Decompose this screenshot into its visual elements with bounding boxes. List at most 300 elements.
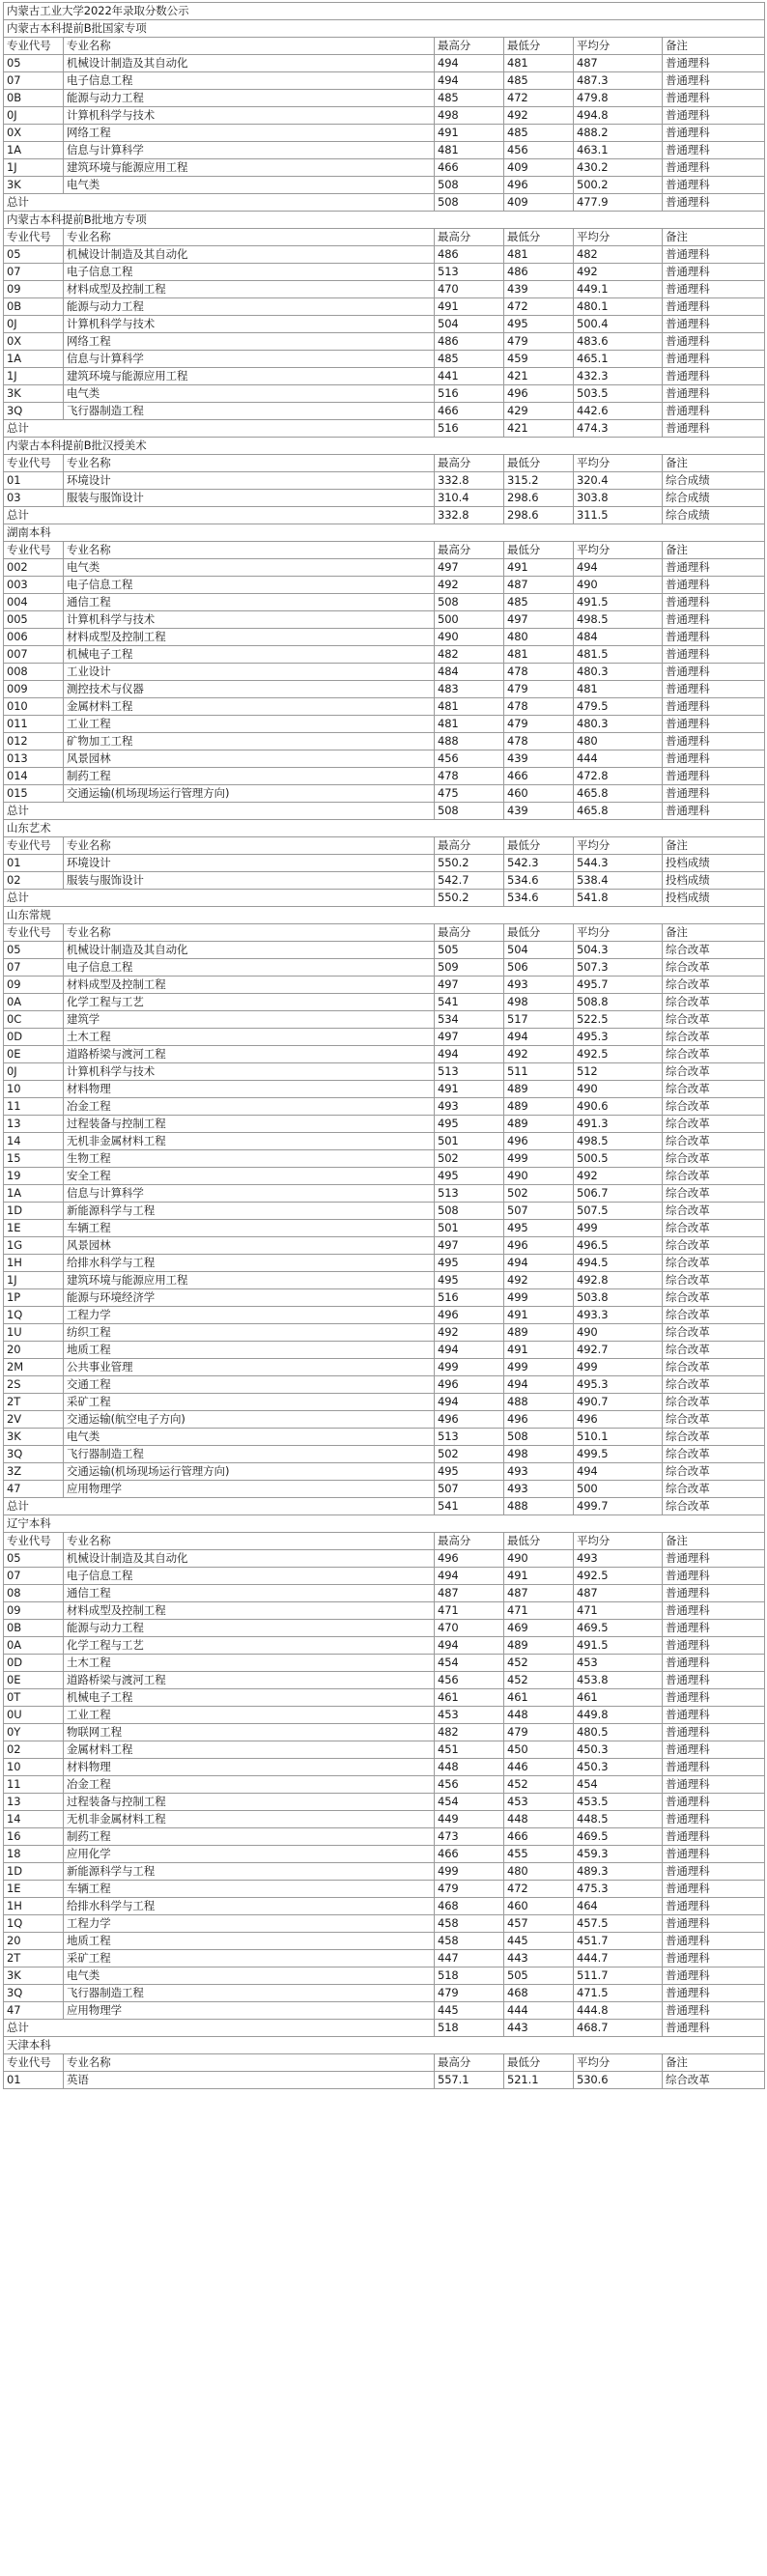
score-table xyxy=(3,2,765,2089)
cell-score: 495.7 xyxy=(574,977,663,994)
cell-score: 487 xyxy=(435,1585,504,1602)
cell-major-name: 道路桥梁与渡河工程 xyxy=(64,1046,435,1063)
cell-major-name: 电子信息工程 xyxy=(64,264,435,281)
cell-score: 495 xyxy=(435,1168,504,1185)
cell-score: 487 xyxy=(574,1585,663,1602)
table-row xyxy=(4,1602,765,1620)
cell-note: 综合改革 xyxy=(663,1307,765,1324)
section-title: 天津本科 xyxy=(4,2037,765,2054)
table-row xyxy=(4,2002,765,2020)
section-header-row xyxy=(4,907,765,924)
cell-major-name: 飞行器制造工程 xyxy=(64,1985,435,2002)
cell-major-code: 07 xyxy=(4,959,64,977)
column-header-0: 专业代号 xyxy=(4,2054,64,2072)
cell-major-name: 英语 xyxy=(64,2072,435,2089)
cell-major-name: 环境设计 xyxy=(64,855,435,872)
cell-major-name: 能源与动力工程 xyxy=(64,90,435,107)
cell-score: 496 xyxy=(504,1411,574,1429)
cell-score: 491.5 xyxy=(574,1637,663,1655)
cell-score: 468.7 xyxy=(574,2020,663,2037)
table-row xyxy=(4,768,765,785)
cell-score: 490 xyxy=(574,1324,663,1342)
cell-major-name: 应用物理学 xyxy=(64,1481,435,1498)
cell-major-name: 纺织工程 xyxy=(64,1324,435,1342)
cell-major-code: 0D xyxy=(4,1655,64,1672)
cell-major-name: 制药工程 xyxy=(64,1828,435,1846)
cell-major-name: 土木工程 xyxy=(64,1655,435,1672)
cell-major-code: 014 xyxy=(4,768,64,785)
cell-score: 483.6 xyxy=(574,333,663,351)
cell-note: 综合改革 xyxy=(663,942,765,959)
cell-score: 508 xyxy=(435,194,504,212)
cell-major-code: 07 xyxy=(4,264,64,281)
cell-score: 479 xyxy=(504,333,574,351)
cell-note: 综合改革 xyxy=(663,1168,765,1185)
table-row xyxy=(4,942,765,959)
cell-major-code: 3Q xyxy=(4,1985,64,2002)
cell-score: 482 xyxy=(435,1724,504,1741)
cell-score: 534.6 xyxy=(504,872,574,890)
cell-score: 481.5 xyxy=(574,646,663,664)
cell-score: 542.3 xyxy=(504,855,574,872)
cell-score: 508 xyxy=(435,177,504,194)
cell-score: 492 xyxy=(574,264,663,281)
cell-major-name: 工业设计 xyxy=(64,664,435,681)
cell-score: 493.3 xyxy=(574,1307,663,1324)
cell-major-code: 1P xyxy=(4,1289,64,1307)
cell-score: 495.3 xyxy=(574,1029,663,1046)
table-row xyxy=(4,594,765,611)
column-header-1: 专业名称 xyxy=(64,542,435,559)
cell-score: 458 xyxy=(435,1915,504,1933)
cell-note: 综合改革 xyxy=(663,1498,765,1515)
table-row xyxy=(4,1933,765,1950)
cell-note: 普通理科 xyxy=(663,1933,765,1950)
cell-score: 508.8 xyxy=(574,994,663,1011)
column-header-row xyxy=(4,229,765,246)
column-header-3: 最低分 xyxy=(504,2054,574,2072)
cell-score: 310.4 xyxy=(435,490,504,507)
section-header-row xyxy=(4,820,765,837)
cell-score: 480 xyxy=(504,1863,574,1881)
cell-major-code: 13 xyxy=(4,1116,64,1133)
table-row xyxy=(4,1011,765,1029)
cell-score: 481 xyxy=(504,246,574,264)
cell-score: 494 xyxy=(574,1463,663,1481)
cell-major-code: 3K xyxy=(4,177,64,194)
cell-major-code: 1Q xyxy=(4,1915,64,1933)
table-row xyxy=(4,1272,765,1289)
cell-note: 普通理科 xyxy=(663,246,765,264)
cell-score: 521.1 xyxy=(504,2072,574,2089)
cell-note: 普通理科 xyxy=(663,1724,765,1741)
cell-score: 490 xyxy=(504,1168,574,1185)
cell-score: 484 xyxy=(574,629,663,646)
cell-note: 综合改革 xyxy=(663,1411,765,1429)
cell-score: 409 xyxy=(504,159,574,177)
cell-major-code: 012 xyxy=(4,733,64,750)
cell-score: 465.8 xyxy=(574,785,663,803)
column-header-1: 专业名称 xyxy=(64,1533,435,1550)
column-header-1: 专业名称 xyxy=(64,924,435,942)
cell-score: 492 xyxy=(504,1046,574,1063)
cell-major-code: 0T xyxy=(4,1689,64,1707)
cell-score: 456 xyxy=(435,1672,504,1689)
cell-note: 综合改革 xyxy=(663,1255,765,1272)
cell-major-code: 07 xyxy=(4,1568,64,1585)
cell-score: 494.5 xyxy=(574,1255,663,1272)
cell-score: 497 xyxy=(435,1237,504,1255)
cell-score: 442.6 xyxy=(574,403,663,420)
cell-note: 综合成绩 xyxy=(663,472,765,490)
table-row xyxy=(4,1689,765,1707)
cell-score: 485 xyxy=(435,351,504,368)
cell-score: 541.8 xyxy=(574,890,663,907)
cell-note: 综合改革 xyxy=(663,1446,765,1463)
cell-major-name: 交通运输(航空电子方向) xyxy=(64,1411,435,1429)
cell-note: 综合改革 xyxy=(663,1324,765,1342)
column-header-2: 最高分 xyxy=(435,924,504,942)
cell-major-code: 15 xyxy=(4,1150,64,1168)
table-row xyxy=(4,72,765,90)
cell-score: 494 xyxy=(504,1255,574,1272)
cell-major-code: 14 xyxy=(4,1133,64,1150)
cell-score: 516 xyxy=(435,1289,504,1307)
column-header-0: 专业代号 xyxy=(4,229,64,246)
cell-score: 463.1 xyxy=(574,142,663,159)
table-row xyxy=(4,646,765,664)
table-row xyxy=(4,611,765,629)
total-label: 总计 xyxy=(4,420,435,438)
cell-note: 普通理科 xyxy=(663,420,765,438)
cell-score: 508 xyxy=(504,1429,574,1446)
cell-score: 494 xyxy=(435,1394,504,1411)
cell-note: 综合改革 xyxy=(663,1463,765,1481)
cell-major-name: 给排水科学与工程 xyxy=(64,1898,435,1915)
cell-major-name: 材料成型及控制工程 xyxy=(64,977,435,994)
cell-score: 449 xyxy=(435,1811,504,1828)
cell-note: 综合改革 xyxy=(663,1237,765,1255)
cell-score: 516 xyxy=(435,420,504,438)
table-row xyxy=(4,159,765,177)
cell-score: 332.8 xyxy=(435,472,504,490)
column-header-row xyxy=(4,837,765,855)
column-header-5: 备注 xyxy=(663,38,765,55)
cell-major-code: 1A xyxy=(4,351,64,368)
cell-score: 506 xyxy=(504,959,574,977)
cell-score: 478 xyxy=(435,768,504,785)
cell-score: 484 xyxy=(435,664,504,681)
table-row xyxy=(4,577,765,594)
cell-note: 综合改革 xyxy=(663,977,765,994)
table-row xyxy=(4,698,765,716)
cell-major-name: 化学工程与工艺 xyxy=(64,994,435,1011)
table-row xyxy=(4,1915,765,1933)
section-title: 辽宁本科 xyxy=(4,1515,765,1533)
cell-score: 502 xyxy=(435,1446,504,1463)
cell-score: 453.8 xyxy=(574,1672,663,1689)
cell-score: 507 xyxy=(504,1203,574,1220)
cell-score: 496 xyxy=(435,1376,504,1394)
cell-major-code: 1E xyxy=(4,1881,64,1898)
cell-note: 普通理科 xyxy=(663,1985,765,2002)
cell-score: 429 xyxy=(504,403,574,420)
table-total-row xyxy=(4,2020,765,2037)
table-total-row xyxy=(4,803,765,820)
total-label: 总计 xyxy=(4,194,435,212)
cell-major-name: 建筑环境与能源应用工程 xyxy=(64,1272,435,1289)
cell-score: 513 xyxy=(435,1063,504,1081)
table-row xyxy=(4,490,765,507)
column-header-0: 专业代号 xyxy=(4,837,64,855)
cell-score: 499 xyxy=(574,1359,663,1376)
cell-score: 530.6 xyxy=(574,2072,663,2089)
cell-score: 495 xyxy=(435,1463,504,1481)
cell-score: 508 xyxy=(435,594,504,611)
cell-score: 486 xyxy=(504,264,574,281)
cell-score: 457 xyxy=(504,1915,574,1933)
cell-score: 494 xyxy=(504,1376,574,1394)
cell-major-name: 地质工程 xyxy=(64,1342,435,1359)
cell-major-code: 0J xyxy=(4,107,64,125)
cell-major-name: 电气类 xyxy=(64,559,435,577)
cell-score: 303.8 xyxy=(574,490,663,507)
cell-major-code: 05 xyxy=(4,1550,64,1568)
cell-major-code: 1D xyxy=(4,1203,64,1220)
table-row xyxy=(4,1324,765,1342)
cell-note: 普通理科 xyxy=(663,1655,765,1672)
table-row xyxy=(4,750,765,768)
cell-note: 综合改革 xyxy=(663,1481,765,1498)
table-row xyxy=(4,1307,765,1324)
cell-major-name: 机械电子工程 xyxy=(64,1689,435,1707)
cell-score: 502 xyxy=(435,1150,504,1168)
cell-score: 453 xyxy=(574,1655,663,1672)
column-header-2: 最高分 xyxy=(435,837,504,855)
cell-major-name: 工程力学 xyxy=(64,1307,435,1324)
cell-major-name: 电子信息工程 xyxy=(64,959,435,977)
table-row xyxy=(4,142,765,159)
cell-score: 490.7 xyxy=(574,1394,663,1411)
cell-score: 491 xyxy=(504,1307,574,1324)
cell-major-name: 飞行器制造工程 xyxy=(64,1446,435,1463)
cell-major-code: 20 xyxy=(4,1342,64,1359)
table-row xyxy=(4,368,765,385)
cell-score: 512 xyxy=(574,1063,663,1081)
cell-score: 448 xyxy=(504,1707,574,1724)
cell-major-code: 11 xyxy=(4,1776,64,1794)
table-row xyxy=(4,55,765,72)
cell-major-code: 1A xyxy=(4,1185,64,1203)
cell-major-name: 电气类 xyxy=(64,385,435,403)
cell-major-name: 电子信息工程 xyxy=(64,1568,435,1585)
table-total-row xyxy=(4,194,765,212)
cell-note: 普通理科 xyxy=(663,1863,765,1881)
cell-score: 471 xyxy=(574,1602,663,1620)
column-header-0: 专业代号 xyxy=(4,455,64,472)
cell-score: 461 xyxy=(435,1689,504,1707)
cell-score: 472 xyxy=(504,90,574,107)
section-header-row xyxy=(4,2037,765,2054)
cell-score: 505 xyxy=(435,942,504,959)
cell-score: 485 xyxy=(504,594,574,611)
table-row xyxy=(4,1794,765,1811)
cell-score: 469.5 xyxy=(574,1828,663,1846)
cell-score: 503.8 xyxy=(574,1289,663,1307)
cell-score: 494 xyxy=(574,559,663,577)
column-header-3: 最低分 xyxy=(504,542,574,559)
cell-major-name: 材料成型及控制工程 xyxy=(64,629,435,646)
cell-score: 491 xyxy=(435,1081,504,1098)
cell-score: 494.8 xyxy=(574,107,663,125)
table-row xyxy=(4,733,765,750)
cell-score: 496 xyxy=(435,1411,504,1429)
cell-score: 550.2 xyxy=(435,890,504,907)
cell-score: 495 xyxy=(435,1116,504,1133)
cell-score: 444 xyxy=(574,750,663,768)
column-header-2: 最高分 xyxy=(435,542,504,559)
column-header-3: 最低分 xyxy=(504,837,574,855)
cell-score: 496 xyxy=(574,1411,663,1429)
cell-major-code: 1D xyxy=(4,1863,64,1881)
cell-note: 综合成绩 xyxy=(663,490,765,507)
cell-score: 488 xyxy=(504,1394,574,1411)
cell-score: 439 xyxy=(504,803,574,820)
cell-score: 459 xyxy=(504,351,574,368)
column-header-2: 最高分 xyxy=(435,38,504,55)
cell-major-name: 工业工程 xyxy=(64,716,435,733)
cell-score: 455 xyxy=(504,1846,574,1863)
cell-score: 444.7 xyxy=(574,1950,663,1967)
cell-score: 503.5 xyxy=(574,385,663,403)
cell-major-code: 005 xyxy=(4,611,64,629)
table-row xyxy=(4,1289,765,1307)
table-row xyxy=(4,1481,765,1498)
cell-score: 492 xyxy=(435,1324,504,1342)
column-header-5: 备注 xyxy=(663,542,765,559)
column-header-3: 最低分 xyxy=(504,1533,574,1550)
cell-major-name: 信息与计算科学 xyxy=(64,1185,435,1203)
cell-score: 461 xyxy=(504,1689,574,1707)
cell-major-name: 矿物加工工程 xyxy=(64,733,435,750)
cell-major-name: 安全工程 xyxy=(64,1168,435,1185)
table-row xyxy=(4,1203,765,1220)
cell-score: 456 xyxy=(435,1776,504,1794)
table-row xyxy=(4,403,765,420)
cell-score: 491.3 xyxy=(574,1116,663,1133)
cell-score: 456 xyxy=(435,750,504,768)
cell-score: 421 xyxy=(504,420,574,438)
cell-major-code: 3Q xyxy=(4,1446,64,1463)
column-header-0: 专业代号 xyxy=(4,38,64,55)
cell-score: 472 xyxy=(504,298,574,316)
cell-score: 441 xyxy=(435,368,504,385)
cell-score: 504.3 xyxy=(574,942,663,959)
cell-score: 448.5 xyxy=(574,1811,663,1828)
cell-major-code: 2T xyxy=(4,1394,64,1411)
cell-score: 443 xyxy=(504,1950,574,1967)
cell-major-code: 1A xyxy=(4,142,64,159)
cell-major-code: 02 xyxy=(4,1741,64,1759)
cell-note: 综合成绩 xyxy=(663,507,765,524)
cell-major-name: 建筑环境与能源应用工程 xyxy=(64,159,435,177)
cell-score: 490 xyxy=(435,629,504,646)
cell-major-name: 材料成型及控制工程 xyxy=(64,1602,435,1620)
cell-note: 普通理科 xyxy=(663,403,765,420)
cell-score: 494 xyxy=(435,1046,504,1063)
cell-score: 469.5 xyxy=(574,1620,663,1637)
cell-score: 492.7 xyxy=(574,1342,663,1359)
cell-major-code: 0X xyxy=(4,125,64,142)
cell-score: 430.2 xyxy=(574,159,663,177)
cell-note: 普通理科 xyxy=(663,385,765,403)
cell-major-name: 土木工程 xyxy=(64,1029,435,1046)
cell-major-name: 风景园林 xyxy=(64,750,435,768)
cell-score: 488.2 xyxy=(574,125,663,142)
table-row xyxy=(4,1394,765,1411)
column-header-5: 备注 xyxy=(663,837,765,855)
cell-major-code: 0J xyxy=(4,1063,64,1081)
cell-score: 432.3 xyxy=(574,368,663,385)
cell-score: 458 xyxy=(435,1933,504,1950)
cell-score: 471 xyxy=(435,1602,504,1620)
cell-score: 447 xyxy=(435,1950,504,1967)
cell-major-code: 07 xyxy=(4,72,64,90)
cell-score: 499 xyxy=(504,1289,574,1307)
cell-major-code: 08 xyxy=(4,1585,64,1602)
table-row xyxy=(4,1550,765,1568)
cell-major-name: 机械设计制造及其自动化 xyxy=(64,55,435,72)
cell-major-name: 通信工程 xyxy=(64,594,435,611)
cell-score: 320.4 xyxy=(574,472,663,490)
cell-score: 541 xyxy=(435,1498,504,1515)
cell-score: 496 xyxy=(435,1550,504,1568)
cell-note: 综合改革 xyxy=(663,1046,765,1063)
cell-score: 409 xyxy=(504,194,574,212)
cell-major-name: 服装与服饰设计 xyxy=(64,872,435,890)
cell-major-name: 金属材料工程 xyxy=(64,1741,435,1759)
cell-note: 普通理科 xyxy=(663,107,765,125)
cell-score: 511.7 xyxy=(574,1967,663,1985)
table-row xyxy=(4,785,765,803)
cell-score: 485 xyxy=(504,72,574,90)
cell-score: 489 xyxy=(504,1081,574,1098)
cell-score: 499 xyxy=(504,1359,574,1376)
column-header-row xyxy=(4,924,765,942)
cell-major-name: 公共事业管理 xyxy=(64,1359,435,1376)
column-header-3: 最低分 xyxy=(504,229,574,246)
table-row xyxy=(4,1098,765,1116)
cell-major-code: 2S xyxy=(4,1376,64,1394)
table-row xyxy=(4,316,765,333)
cell-major-name: 风景园林 xyxy=(64,1237,435,1255)
cell-major-name: 应用物理学 xyxy=(64,2002,435,2020)
cell-score: 444 xyxy=(504,2002,574,2020)
cell-score: 485 xyxy=(435,90,504,107)
cell-score: 500 xyxy=(435,611,504,629)
cell-major-name: 飞行器制造工程 xyxy=(64,403,435,420)
cell-major-code: 007 xyxy=(4,646,64,664)
column-header-3: 最低分 xyxy=(504,38,574,55)
table-row xyxy=(4,681,765,698)
cell-major-code: 01 xyxy=(4,472,64,490)
cell-score: 493 xyxy=(504,977,574,994)
cell-major-name: 电子信息工程 xyxy=(64,577,435,594)
cell-score: 486 xyxy=(435,333,504,351)
cell-major-name: 测控技术与仪器 xyxy=(64,681,435,698)
table-row xyxy=(4,1672,765,1689)
cell-score: 489 xyxy=(504,1324,574,1342)
